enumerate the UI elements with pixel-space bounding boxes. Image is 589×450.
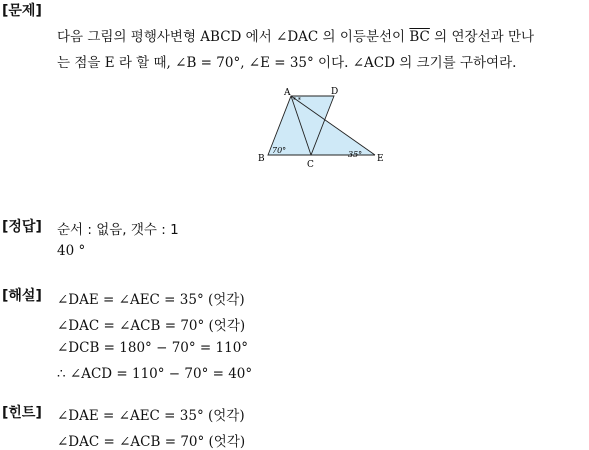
problem-text-part: 다음 그림의 평행사변형 ABCD 에서 ∠DAC 의 이등분선이 [57, 29, 410, 45]
point-d-label: D [331, 87, 339, 97]
explanation-line: ∠DAE = ∠AEC = 35° (엇각) [57, 292, 245, 308]
point-e-label: E [377, 154, 384, 164]
problem-text-line-1 [57, 25, 534, 45]
answer-label: [정답] [2, 219, 42, 235]
hint-line: ∠DAC = ∠ACB = 70° (엇각) [57, 434, 246, 450]
angle-b-label: 70° [272, 146, 287, 155]
point-b-label: B [258, 154, 265, 164]
point-c-label: C [307, 160, 314, 170]
explanation-label: [해설] [2, 288, 42, 304]
angle-e-label: 35° [348, 150, 363, 159]
problem-text-line-2: 는 점을 E 라 할 때, ∠B = 70°, ∠E = 35° 이다. ∠ACD 의 크기를 구하여라. [57, 55, 517, 71]
point-a-label: A [284, 88, 291, 98]
problem-label: [문제] [2, 3, 42, 19]
parallelogram-figure [250, 82, 390, 170]
segment-bc: $\overline{BC}$ [409, 29, 430, 45]
hint-label: [힌트] [2, 405, 42, 421]
answer-value: 40 ° [57, 243, 86, 259]
hint-line: ∠DAE = ∠AEC = 35° (엇각) [57, 408, 245, 424]
explanation-line: ∠DAC = ∠ACB = 70° (엇각) [57, 318, 246, 334]
problem-text-part: 의 연장선과 만나 [429, 29, 535, 45]
answer-text-line-1: 순서 : 없음, 갯수 : 1 [57, 222, 179, 238]
explanation-line: ∴ ∠ACD = 110° − 70° = 40° [57, 366, 253, 382]
angle-mark-a: * * [293, 97, 301, 104]
explanation-line: ∠DCB = 180° − 70° = 110° [57, 340, 249, 356]
